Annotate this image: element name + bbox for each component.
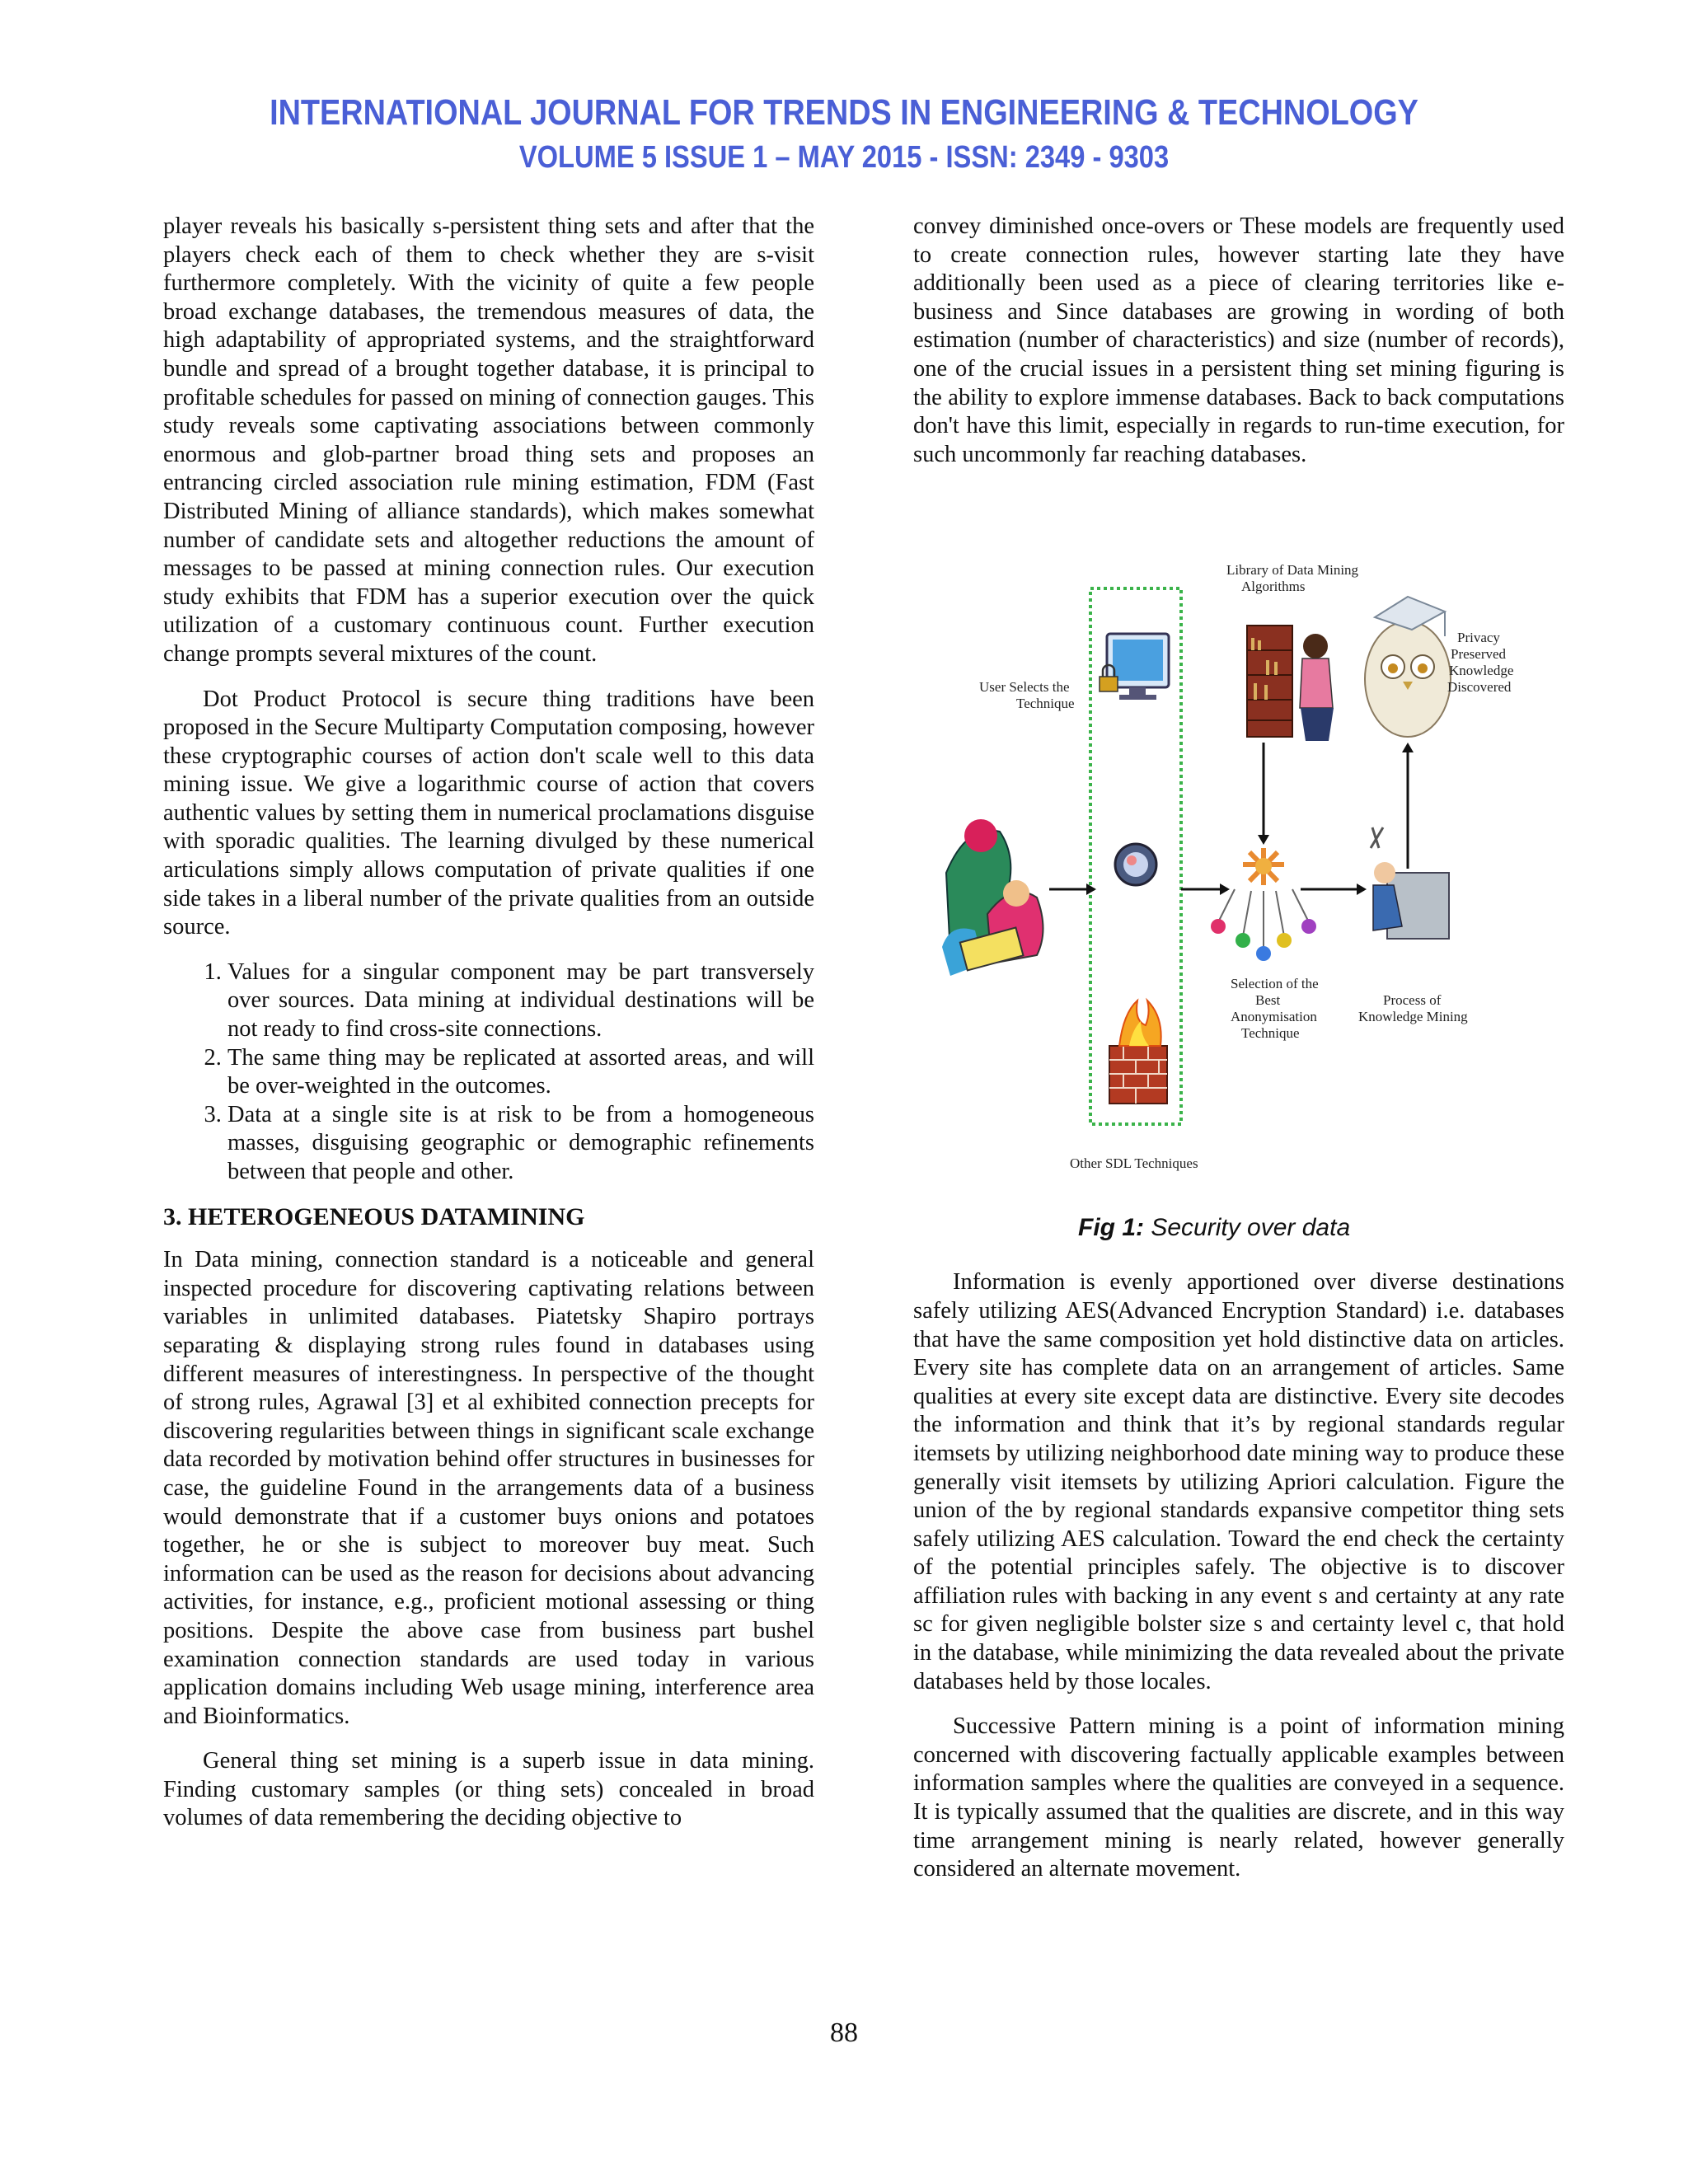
figure-caption	[1078, 1214, 1350, 1241]
caption-text: Security over data	[1144, 1214, 1351, 1242]
privacy-label-3: Knowledge	[1449, 663, 1514, 679]
selection-label-4: Technique	[1241, 1025, 1300, 1042]
section-heading: 3. HETEROGENEOUS DATAMINING	[163, 1202, 585, 1230]
privacy-label-4: Discovered	[1447, 679, 1512, 696]
paragraph: General thing set mining is a superb issue in data mining. Finding customary samples (or thing sets) concealed in broad volumes of data remembering the deciding objective to	[163, 1748, 814, 1831]
page-number: 88	[830, 2018, 858, 2048]
library-label-1: Library of Data Mining	[1226, 562, 1359, 579]
worker-icon	[1371, 827, 1449, 939]
paragraph: convey diminished once-overs or These models are frequently used to create connection rules, however starting late they have additionally been used as a piece of clearing territories like e-business and Since databases are growing in wording of both estimation (number of characteristics) and size (number of records), one of the crucial issues in a persistent thing set mining figuring is the ability to explore immense databases. Back to back computations don't have this limit, especially in regards to run-time execution, for such uncommonly far reaching databases.	[913, 213, 1564, 467]
journal-title: INTERNATIONAL JOURNAL FOR TRENDS IN ENGINEERING & TECHNOLOGY	[270, 92, 1418, 133]
right-column	[913, 213, 1564, 1900]
library-label-2: Algorithms	[1241, 579, 1306, 595]
numbered-list	[163, 958, 814, 1187]
process-label-2: Knowledge Mining	[1358, 1009, 1468, 1025]
process-label-1: Process of	[1383, 992, 1442, 1009]
selection-mobile-icon	[1211, 848, 1316, 961]
privacy-label-2: Preserved	[1451, 646, 1507, 663]
badge-icon	[1115, 844, 1156, 885]
users-icon	[942, 819, 1043, 976]
journal-volume: VOLUME 5 ISSUE 1 – MAY 2015 - ISSN: 2349 - 9303	[518, 140, 1170, 175]
list-item: 1. Values for a singular component may be part transversely over sources. Data mining at individual destinations will be not ready to find cross-site connections.	[227, 958, 814, 1044]
caption-bold: Fig 1:	[1078, 1214, 1144, 1242]
paragraph: player reveals his basically s-persistent thing sets and after that the players check each of them to check whether they are s-visit furthermore completely. With the vicinity of quite a few people broad exchange databases, the tremendous measures of data, the high adaptability of appropriated systems, and the straightforward bundle and spread of a brought together database, it is principal to profitable schedules for passed on mining of connection gauges. This study reveals some captivating associations between commonly enormous and glob-partner broad thing sets and proposes an entrancing circled association rule mining estimation, FDM (Fast Distributed Mining of alliance standards), which makes somewhat number of candidate sets and altogether reductions the amount of messages to be passed at mining connection rules. Our execution study exhibits that FDM has a superior execution over the quick utilization of a customary continuous count. Further execution change prompts several mixtures of the count.	[163, 213, 814, 667]
list-item: 2. The same thing may be replicated at assorted areas, and will be over-weighted in the outcomes.	[227, 1044, 814, 1101]
user-label-1: User Selects the	[979, 679, 1070, 696]
owl-icon	[1365, 597, 1451, 737]
paragraph: In Data mining, connection standard is a noticeable and general inspected procedure for discovering captivating relations between variables in unlimited databases. Piatetsky Shapiro portrays separating & displaying strong rules found in databases using different measures of interestingness. In perspective of the thought of strong rules, Agrawal [3] et al exhibited connection precepts for discovering regularities between things in significant scale exchange data recorded by motivation behind offer structures in businesses for case, the guideline Found in the arrangements data of a business would demonstrate that if a customer buys onions and potatoes together, he or she is subject to moreover buy meat. Such information can be used as the reason for decisions about advancing activities, for instance, e.g., proficient motional assessing or thing positions. Despite the above case from business part bushel examination connection standards are used today in various application domains including Web usage mining, interference area and Bioinformatics.	[163, 1247, 814, 1729]
firewall-icon	[1109, 1001, 1167, 1104]
arrows	[1049, 743, 1414, 895]
figure	[913, 485, 1564, 1252]
selection-label-1: Selection of the	[1231, 976, 1319, 992]
list-item: 3. Data at a single site is at risk to be from a homogeneous masses, disguising geographic or demographic refinements between that people and other.	[227, 1101, 814, 1187]
left-column	[163, 213, 814, 1849]
figure-diagram	[913, 485, 1564, 1252]
paragraph: Information is evenly apportioned over diverse destinations safely utilizing AES(Advanced Encryption Standard) i.e. databases that have the same composition yet hold distinctive data on articles. Every site has complete data on an arrangement of articles. Same qualities at every site except data are distinctive. Every site decodes the information and think that it’s by regional standards regular itemsets by utilizing neighborhood date mining way to produce these generally visit itemsets by utilizing Apriori calculation. Figure the union of the by regional standards expansive competitor thing sets safely utilizing AES calculation. Toward the end check the certainty of the potential principles safely. The objective is to discover affiliation rules with backing in any event s and certainty at any rate sc for given negligible bolster size s and certainty level c, that hold in the database, while minimizing the data revealed about the private databases held by those locales.	[913, 1269, 1564, 1694]
selection-label-2: Best	[1255, 992, 1281, 1009]
monitor-lock-icon	[1100, 634, 1169, 700]
paragraph: Dot Product Protocol is secure thing traditions have been proposed in the Secure Multiparty Computation composing, however these cryptographic courses of action don't scale well to this data mining issue. We give a logarithmic course of action that covers authentic values by setting them in numerical proclamations disguise with sporadic qualities. The learning divulged by these numerical articulations simply allows computation of private qualities if one side takes in a liberal number of the private qualities from an outside source.	[163, 686, 814, 940]
user-label-2: Technique	[1016, 696, 1075, 712]
privacy-label-1: Privacy	[1457, 630, 1500, 646]
library-icon	[1247, 626, 1334, 741]
other-sdl-label: Other SDL Techniques	[1070, 1155, 1198, 1172]
paragraph: Successive Pattern mining is a point of information mining concerned with discovering factually applicable examples between information samples where the qualities are conveyed in a sequence. It is typically assumed that the qualities are discrete, and in this way time arrangement mining is nearly related, however generally considered an alternate movement.	[913, 1713, 1564, 1882]
selection-label-3: Anonymisation	[1231, 1009, 1317, 1025]
